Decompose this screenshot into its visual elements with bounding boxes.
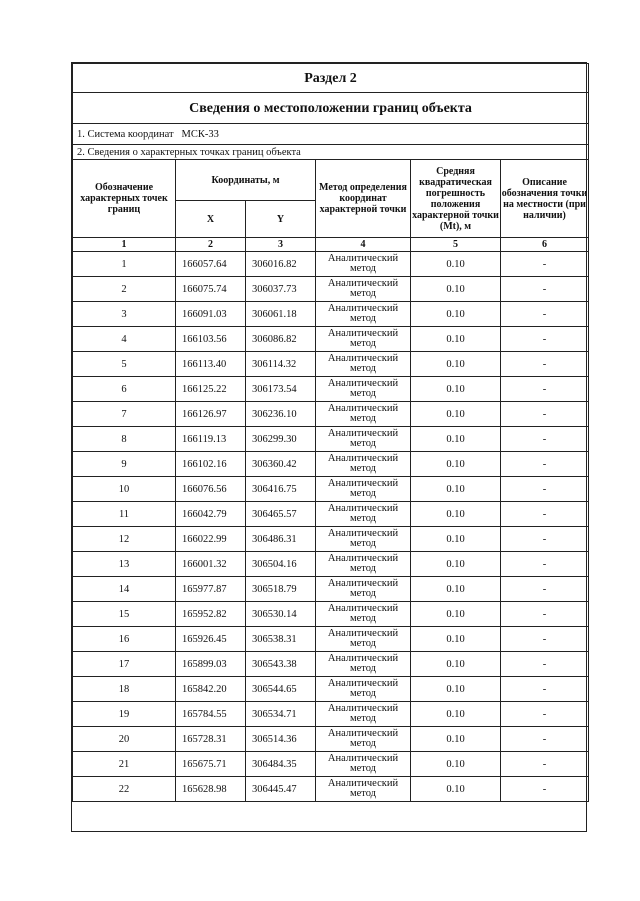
point-method: Аналитический метод — [316, 752, 411, 777]
point-y: 306484.35 — [246, 752, 316, 777]
point-error: 0.10 — [411, 602, 501, 627]
header-coordinates: Координаты, м — [176, 160, 316, 201]
point-x: 165784.55 — [176, 702, 246, 727]
header-y: Y — [246, 201, 316, 238]
table-row — [73, 277, 589, 302]
point-y: 306114.32 — [246, 352, 316, 377]
point-x: 165952.82 — [176, 602, 246, 627]
point-y: 306543.38 — [246, 652, 316, 677]
point-number: 4 — [73, 327, 176, 352]
point-number: 8 — [73, 427, 176, 452]
column-number: 6 — [501, 238, 589, 252]
point-number: 14 — [73, 577, 176, 602]
point-number: 21 — [73, 752, 176, 777]
point-number: 13 — [73, 552, 176, 577]
point-number: 22 — [73, 777, 176, 802]
point-number: 16 — [73, 627, 176, 652]
table-row — [73, 252, 589, 277]
point-method: Аналитический метод — [316, 627, 411, 652]
point-description: - — [501, 477, 589, 502]
table-row — [73, 452, 589, 477]
point-number: 9 — [73, 452, 176, 477]
point-error: 0.10 — [411, 477, 501, 502]
point-method: Аналитический метод — [316, 602, 411, 627]
section-subtitle: Сведения о местоположении границ объекта — [73, 93, 589, 124]
table-row — [73, 377, 589, 402]
point-x: 165926.45 — [176, 627, 246, 652]
table-row — [73, 652, 589, 677]
coord-system-value: МСК-33 — [181, 128, 219, 140]
point-number: 11 — [73, 502, 176, 527]
table-tail — [73, 802, 589, 818]
point-y: 306534.71 — [246, 702, 316, 727]
point-error: 0.10 — [411, 527, 501, 552]
point-number: 20 — [73, 727, 176, 752]
section-subtitle-row — [73, 93, 589, 124]
column-number: 1 — [73, 238, 176, 252]
point-x: 166103.56 — [176, 327, 246, 352]
table-row — [73, 302, 589, 327]
points-caption: 2. Сведения о характерных точках границ объекта — [73, 145, 589, 160]
point-x: 166102.16 — [176, 452, 246, 477]
point-number: 5 — [73, 352, 176, 377]
table-row — [73, 702, 589, 727]
point-x: 165675.71 — [176, 752, 246, 777]
point-description: - — [501, 402, 589, 427]
point-description: - — [501, 752, 589, 777]
coord-system-label: 1. Система координат — [77, 128, 174, 140]
coord-system-row — [73, 124, 589, 145]
point-description: - — [501, 577, 589, 602]
point-method: Аналитический метод — [316, 502, 411, 527]
point-x: 166042.79 — [176, 502, 246, 527]
point-error: 0.10 — [411, 377, 501, 402]
point-method: Аналитический метод — [316, 352, 411, 377]
point-y: 306236.10 — [246, 402, 316, 427]
point-number: 7 — [73, 402, 176, 427]
point-method: Аналитический метод — [316, 652, 411, 677]
point-error: 0.10 — [411, 752, 501, 777]
point-method: Аналитический метод — [316, 427, 411, 452]
point-number: 12 — [73, 527, 176, 552]
point-x: 166076.56 — [176, 477, 246, 502]
point-y: 306486.31 — [246, 527, 316, 552]
point-y: 306530.14 — [246, 602, 316, 627]
point-method: Аналитический метод — [316, 702, 411, 727]
point-x: 165899.03 — [176, 652, 246, 677]
coord-system — [73, 124, 589, 145]
point-method: Аналитический метод — [316, 377, 411, 402]
column-number: 5 — [411, 238, 501, 252]
document-page — [71, 62, 587, 832]
point-number: 17 — [73, 652, 176, 677]
point-description: - — [501, 777, 589, 802]
point-number: 1 — [73, 252, 176, 277]
section-title: Раздел 2 — [73, 64, 589, 93]
point-error: 0.10 — [411, 402, 501, 427]
point-error: 0.10 — [411, 577, 501, 602]
header-designation: Обозначение характерных точек границ — [73, 160, 176, 238]
point-y: 306037.73 — [246, 277, 316, 302]
point-x: 166119.13 — [176, 427, 246, 452]
point-x: 165628.98 — [176, 777, 246, 802]
point-x: 166075.74 — [176, 277, 246, 302]
point-x: 166091.03 — [176, 302, 246, 327]
point-method: Аналитический метод — [316, 252, 411, 277]
header-row-1 — [73, 160, 589, 201]
point-description: - — [501, 302, 589, 327]
point-x: 166125.22 — [176, 377, 246, 402]
point-number: 6 — [73, 377, 176, 402]
point-x: 165977.87 — [176, 577, 246, 602]
table-row — [73, 752, 589, 777]
point-error: 0.10 — [411, 502, 501, 527]
point-y: 306518.79 — [246, 577, 316, 602]
point-error: 0.10 — [411, 452, 501, 477]
point-description: - — [501, 327, 589, 352]
point-description: - — [501, 552, 589, 577]
point-y: 306173.54 — [246, 377, 316, 402]
point-number: 3 — [73, 302, 176, 327]
point-error: 0.10 — [411, 552, 501, 577]
point-method: Аналитический метод — [316, 452, 411, 477]
point-description: - — [501, 527, 589, 552]
point-method: Аналитический метод — [316, 302, 411, 327]
point-error: 0.10 — [411, 627, 501, 652]
table-row — [73, 627, 589, 652]
point-method: Аналитический метод — [316, 777, 411, 802]
point-y: 306360.42 — [246, 452, 316, 477]
point-description: - — [501, 702, 589, 727]
point-y: 306445.47 — [246, 777, 316, 802]
point-y: 306061.18 — [246, 302, 316, 327]
point-x: 166001.32 — [176, 552, 246, 577]
point-error: 0.10 — [411, 727, 501, 752]
column-number: 4 — [316, 238, 411, 252]
point-method: Аналитический метод — [316, 402, 411, 427]
point-y: 306016.82 — [246, 252, 316, 277]
point-y: 306538.31 — [246, 627, 316, 652]
point-method: Аналитический метод — [316, 677, 411, 702]
point-method: Аналитический метод — [316, 327, 411, 352]
point-y: 306299.30 — [246, 427, 316, 452]
point-number: 2 — [73, 277, 176, 302]
points-caption-row — [73, 145, 589, 160]
table-row — [73, 477, 589, 502]
point-description: - — [501, 452, 589, 477]
table-row — [73, 327, 589, 352]
boundary-table — [72, 63, 589, 817]
column-numbers-row — [73, 238, 589, 252]
point-description: - — [501, 502, 589, 527]
point-description: - — [501, 427, 589, 452]
point-number: 15 — [73, 602, 176, 627]
table-row — [73, 352, 589, 377]
point-error: 0.10 — [411, 252, 501, 277]
point-method: Аналитический метод — [316, 477, 411, 502]
point-x: 165842.20 — [176, 677, 246, 702]
point-description: - — [501, 352, 589, 377]
point-x: 166113.40 — [176, 352, 246, 377]
point-y: 306416.75 — [246, 477, 316, 502]
table-row — [73, 502, 589, 527]
table-row — [73, 427, 589, 452]
point-error: 0.10 — [411, 777, 501, 802]
empty-tail-cell — [73, 802, 589, 818]
point-method: Аналитический метод — [316, 727, 411, 752]
header-method: Метод определения координат характерной точки — [316, 160, 411, 238]
header-x: X — [176, 201, 246, 238]
point-error: 0.10 — [411, 427, 501, 452]
point-method: Аналитический метод — [316, 277, 411, 302]
point-method: Аналитический метод — [316, 527, 411, 552]
point-x: 166022.99 — [176, 527, 246, 552]
column-number: 3 — [246, 238, 316, 252]
point-method: Аналитический метод — [316, 552, 411, 577]
point-description: - — [501, 652, 589, 677]
table-row — [73, 777, 589, 802]
point-description: - — [501, 277, 589, 302]
point-x: 165728.31 — [176, 727, 246, 752]
point-y: 306544.65 — [246, 677, 316, 702]
point-y: 306086.82 — [246, 327, 316, 352]
table-row — [73, 402, 589, 427]
table-row — [73, 527, 589, 552]
table-row — [73, 552, 589, 577]
point-y: 306514.36 — [246, 727, 316, 752]
point-number: 18 — [73, 677, 176, 702]
point-error: 0.10 — [411, 277, 501, 302]
section-title-row — [73, 64, 589, 93]
point-error: 0.10 — [411, 352, 501, 377]
point-number: 10 — [73, 477, 176, 502]
header-description: Описание обозначения точки на местности (при наличии) — [501, 160, 589, 238]
point-error: 0.10 — [411, 677, 501, 702]
point-description: - — [501, 627, 589, 652]
point-number: 19 — [73, 702, 176, 727]
point-description: - — [501, 677, 589, 702]
point-method: Аналитический метод — [316, 577, 411, 602]
table-row — [73, 577, 589, 602]
point-y: 306465.57 — [246, 502, 316, 527]
point-description: - — [501, 602, 589, 627]
point-error: 0.10 — [411, 702, 501, 727]
point-y: 306504.16 — [246, 552, 316, 577]
point-x: 166126.97 — [176, 402, 246, 427]
table-row — [73, 727, 589, 752]
point-error: 0.10 — [411, 327, 501, 352]
table-row — [73, 677, 589, 702]
point-description: - — [501, 252, 589, 277]
point-x: 166057.64 — [176, 252, 246, 277]
point-error: 0.10 — [411, 302, 501, 327]
point-description: - — [501, 377, 589, 402]
header-error: Средняя квадратическая погрешность положения характерной точки (Mt), м — [411, 160, 501, 238]
point-error: 0.10 — [411, 652, 501, 677]
table-row — [73, 602, 589, 627]
column-number: 2 — [176, 238, 246, 252]
point-description: - — [501, 727, 589, 752]
